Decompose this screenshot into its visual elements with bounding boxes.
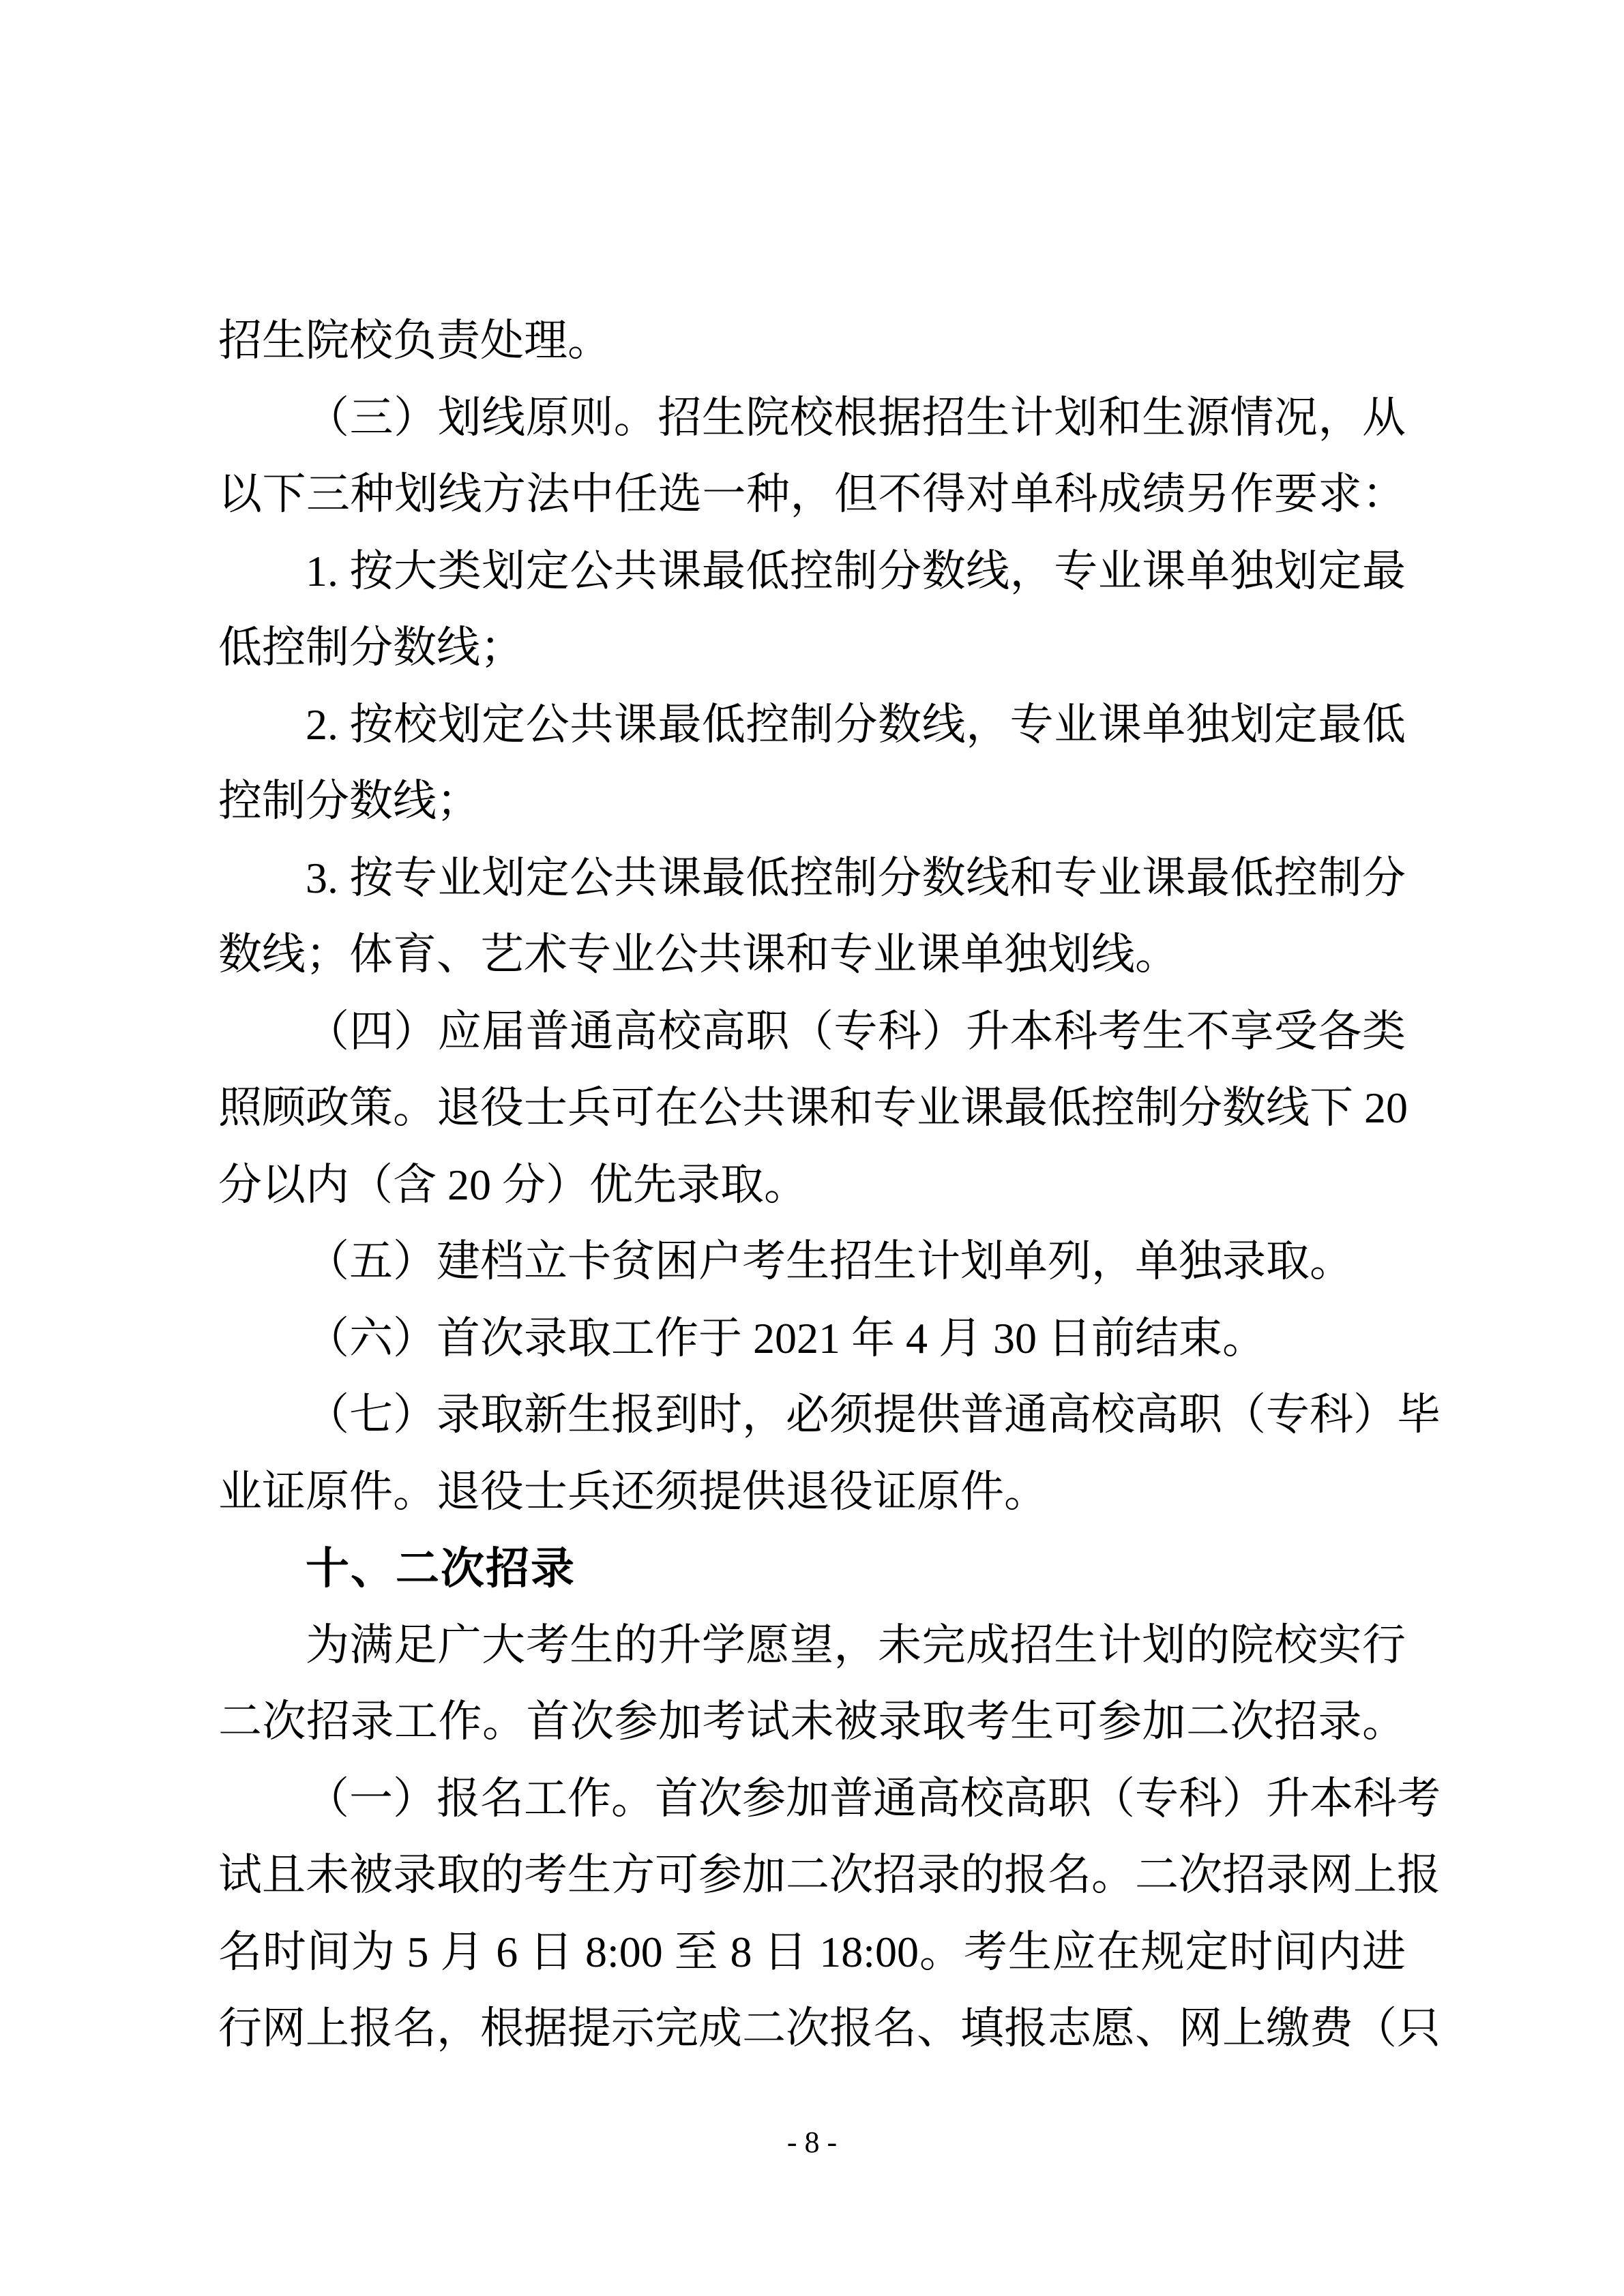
text-line: 行网上报名，根据提示完成二次报名、填报志愿、网上缴费（只 (218, 2004, 1441, 2053)
text-line: 为满足广大考生的升学愿望，未完成招生计划的院校实行 (306, 1620, 1406, 1669)
text-line: 以下三种划线方法中任选一种，但不得对单科成绩另作要求： (218, 470, 1406, 518)
text-line: 分以内（含 20 分）优先录取。 (218, 1160, 808, 1209)
page-number: - 8 - (786, 2126, 838, 2159)
text-line: （四）应届普通高校高职（专科）升本科考生不享受各类 (306, 1007, 1406, 1056)
text-line: 业证原件。退役士兵还须提供退役证原件。 (218, 1467, 1048, 1516)
text-line: 1. 按大类划定公共课最低控制分数线，专业课单独划定最 (306, 546, 1406, 595)
text-line: （七）录取新生报到时，必须提供普通高校高职（专科）毕 (306, 1390, 1441, 1439)
text-line: 招生院校负责处理。 (218, 316, 611, 365)
text-line: 二次招录工作。首次参加考试未被录取考生可参加二次招录。 (218, 1697, 1406, 1746)
text-line: （三）划线原则。招生院校根据招生计划和生源情况，从 (306, 393, 1406, 442)
text-line: 试且未被录取的考生方可参加二次招录的报名。二次招录网上报 (218, 1851, 1441, 1899)
text-line: 低控制分数线； (218, 623, 524, 672)
text-line: 照顾政策。退役士兵可在公共课和专业课最低控制分数线下 20 (218, 1084, 1408, 1132)
text-line: 数线；体育、艺术专业公共课和专业课单独划线。 (218, 930, 1179, 979)
text-line: 2. 按校划定公共课最低控制分数线，专业课单独划定最低 (306, 700, 1406, 749)
text-line: （一）报名工作。首次参加普通高校高职（专科）升本科考 (306, 1774, 1441, 1823)
text-line: （六）首次录取工作于 2021 年 4 月 30 日前结束。 (306, 1313, 1266, 1362)
section-heading: 十、二次招录 (306, 1544, 576, 1593)
document-body (218, 303, 1441, 2068)
text-line: （五）建档立卡贫困户考生招生计划单列，单独录取。 (306, 1237, 1353, 1285)
page-footer (0, 2122, 1624, 2163)
text-line: 名时间为 5 月 6 日 8:00 至 8 日 18:00。考生应在规定时间内进 (218, 1927, 1406, 1976)
text-line: 控制分数线； (218, 777, 480, 825)
text-line: 3. 按专业划定公共课最低控制分数线和专业课最低控制分 (306, 853, 1406, 902)
